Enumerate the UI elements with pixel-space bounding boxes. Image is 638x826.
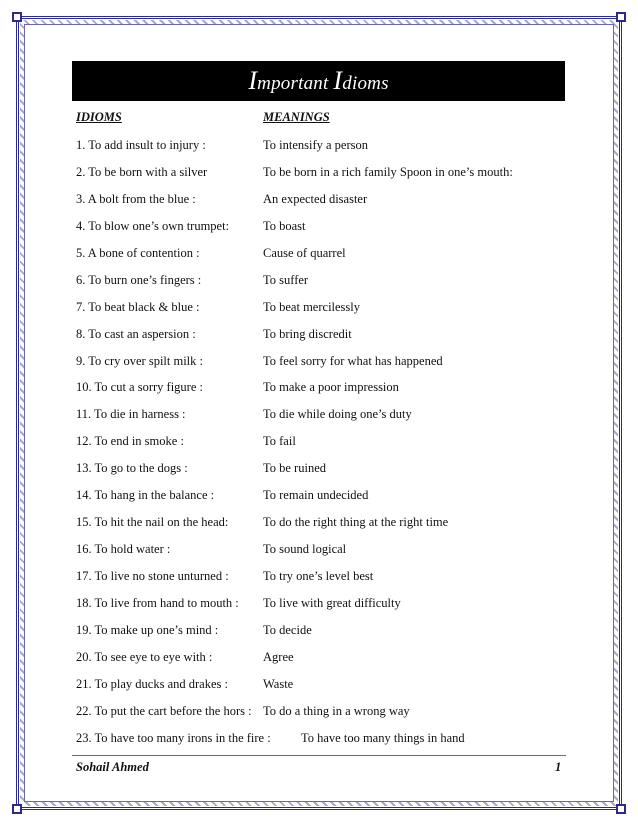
idiom-text: 5. A bone of contention : bbox=[76, 245, 200, 260]
idiom-row bbox=[76, 164, 571, 191]
idiom-list bbox=[76, 137, 571, 757]
idiom-row bbox=[76, 433, 571, 460]
meaning-text: To be ruined bbox=[263, 461, 326, 476]
meaning-text: To boast bbox=[263, 218, 306, 233]
meaning-text: To fail bbox=[263, 434, 296, 449]
idiom-row bbox=[76, 353, 571, 380]
corner-ornament-top-left bbox=[12, 12, 22, 22]
meaning-text: To feel sorry for what has happened bbox=[263, 353, 443, 368]
idioms-header: IDIOMS bbox=[76, 110, 122, 124]
idiom-row bbox=[76, 245, 571, 272]
idiom-text: 16. To hold water : bbox=[76, 542, 171, 557]
idiom-row bbox=[76, 191, 571, 218]
idiom-text: 10. To cut a sorry figure : bbox=[76, 380, 203, 395]
meaning-text: To beat mercilessly bbox=[263, 299, 361, 314]
meaning-text: To suffer bbox=[263, 272, 309, 287]
idiom-row bbox=[76, 487, 571, 514]
footer-author: Sohail Ahmed bbox=[76, 760, 149, 774]
meaning-text: To try one’s level best bbox=[263, 569, 374, 583]
idiom-text: 19. To make up one’s mind : bbox=[76, 622, 219, 637]
meaning-text: To remain undecided bbox=[263, 488, 369, 503]
idiom-row bbox=[76, 379, 571, 406]
meaning-text: To decide bbox=[263, 622, 312, 637]
corner-ornament-bottom-left bbox=[12, 804, 22, 814]
idiom-row bbox=[76, 703, 571, 730]
idiom-text: 7. To beat black & blue : bbox=[76, 299, 200, 314]
idiom-text: 11. To die in harness : bbox=[76, 407, 186, 422]
idiom-row bbox=[76, 514, 571, 541]
idiom-text: 8. To cast an aspersion : bbox=[76, 326, 196, 341]
idiom-row bbox=[76, 406, 571, 433]
meaning-text: An expected disaster bbox=[263, 191, 368, 206]
idiom-text: 2. To be born with a silver bbox=[76, 164, 208, 179]
idiom-text: 13. To go to the dogs : bbox=[76, 461, 188, 476]
idiom-text: 22. To put the cart before the hors : bbox=[76, 703, 252, 718]
page-number: 1 bbox=[555, 760, 562, 774]
idiom-row bbox=[76, 326, 571, 353]
idiom-text: 17. To live no stone unturned : bbox=[76, 569, 229, 583]
idiom-text: 15. To hit the nail on the head: bbox=[76, 515, 229, 530]
idiom-row bbox=[76, 299, 571, 326]
idiom-text: 1. To add insult to injury : bbox=[76, 138, 206, 152]
idiom-row bbox=[76, 137, 571, 164]
meaning-text: To bring discredit bbox=[263, 326, 352, 341]
meaning-text: To be born in a rich family Spoon in one’s mouth: bbox=[263, 164, 513, 179]
idiom-text: 23. To have too many irons in the fire : bbox=[76, 730, 271, 745]
meaning-text: To die while doing one’s duty bbox=[263, 407, 412, 422]
meaning-text: To do a thing in a wrong way bbox=[263, 703, 410, 718]
meaning-text: Cause of quarrel bbox=[263, 245, 346, 260]
idiom-row bbox=[76, 622, 571, 649]
idiom-text: 9. To cry over spilt milk : bbox=[76, 353, 204, 368]
idiom-text: 6. To burn one’s fingers : bbox=[76, 272, 202, 287]
meaning-text: Waste bbox=[263, 676, 294, 691]
idiom-text: 14. To hang in the balance : bbox=[76, 488, 215, 503]
idiom-text: 12. To end in smoke : bbox=[76, 434, 184, 449]
idiom-row bbox=[76, 272, 571, 299]
meaning-text: Agree bbox=[263, 649, 294, 664]
idiom-row bbox=[76, 649, 571, 676]
column-headers bbox=[76, 110, 566, 130]
idiom-text: 3. A bolt from the blue : bbox=[76, 191, 196, 206]
footer-divider bbox=[72, 755, 566, 756]
idiom-row bbox=[76, 730, 571, 757]
idiom-row bbox=[76, 541, 571, 568]
corner-ornament-top-right bbox=[616, 12, 626, 22]
idiom-row bbox=[76, 460, 571, 487]
meaning-text: To have too many things in hand bbox=[301, 730, 465, 745]
title-banner bbox=[72, 61, 565, 101]
idiom-row bbox=[76, 676, 571, 703]
corner-ornament-bottom-right bbox=[616, 804, 626, 814]
meaning-text: To do the right thing at the right time bbox=[263, 515, 449, 530]
idiom-text: 21. To play ducks and drakes : bbox=[76, 676, 228, 691]
meaning-text: To live with great difficulty bbox=[263, 595, 401, 610]
meanings-header: MEANINGS bbox=[263, 110, 330, 124]
page-title: Important Idioms bbox=[248, 66, 389, 95]
idiom-row bbox=[76, 595, 571, 622]
meaning-text: To make a poor impression bbox=[263, 380, 399, 395]
idiom-text: 20. To see eye to eye with : bbox=[76, 649, 213, 664]
meaning-text: To sound logical bbox=[263, 542, 347, 557]
idiom-text: 4. To blow one’s own trumpet: bbox=[76, 218, 230, 233]
idiom-row bbox=[76, 568, 571, 595]
meaning-text: To intensify a person bbox=[263, 138, 369, 152]
idiom-text: 18. To live from hand to mouth : bbox=[76, 595, 239, 610]
idiom-row bbox=[76, 218, 571, 245]
